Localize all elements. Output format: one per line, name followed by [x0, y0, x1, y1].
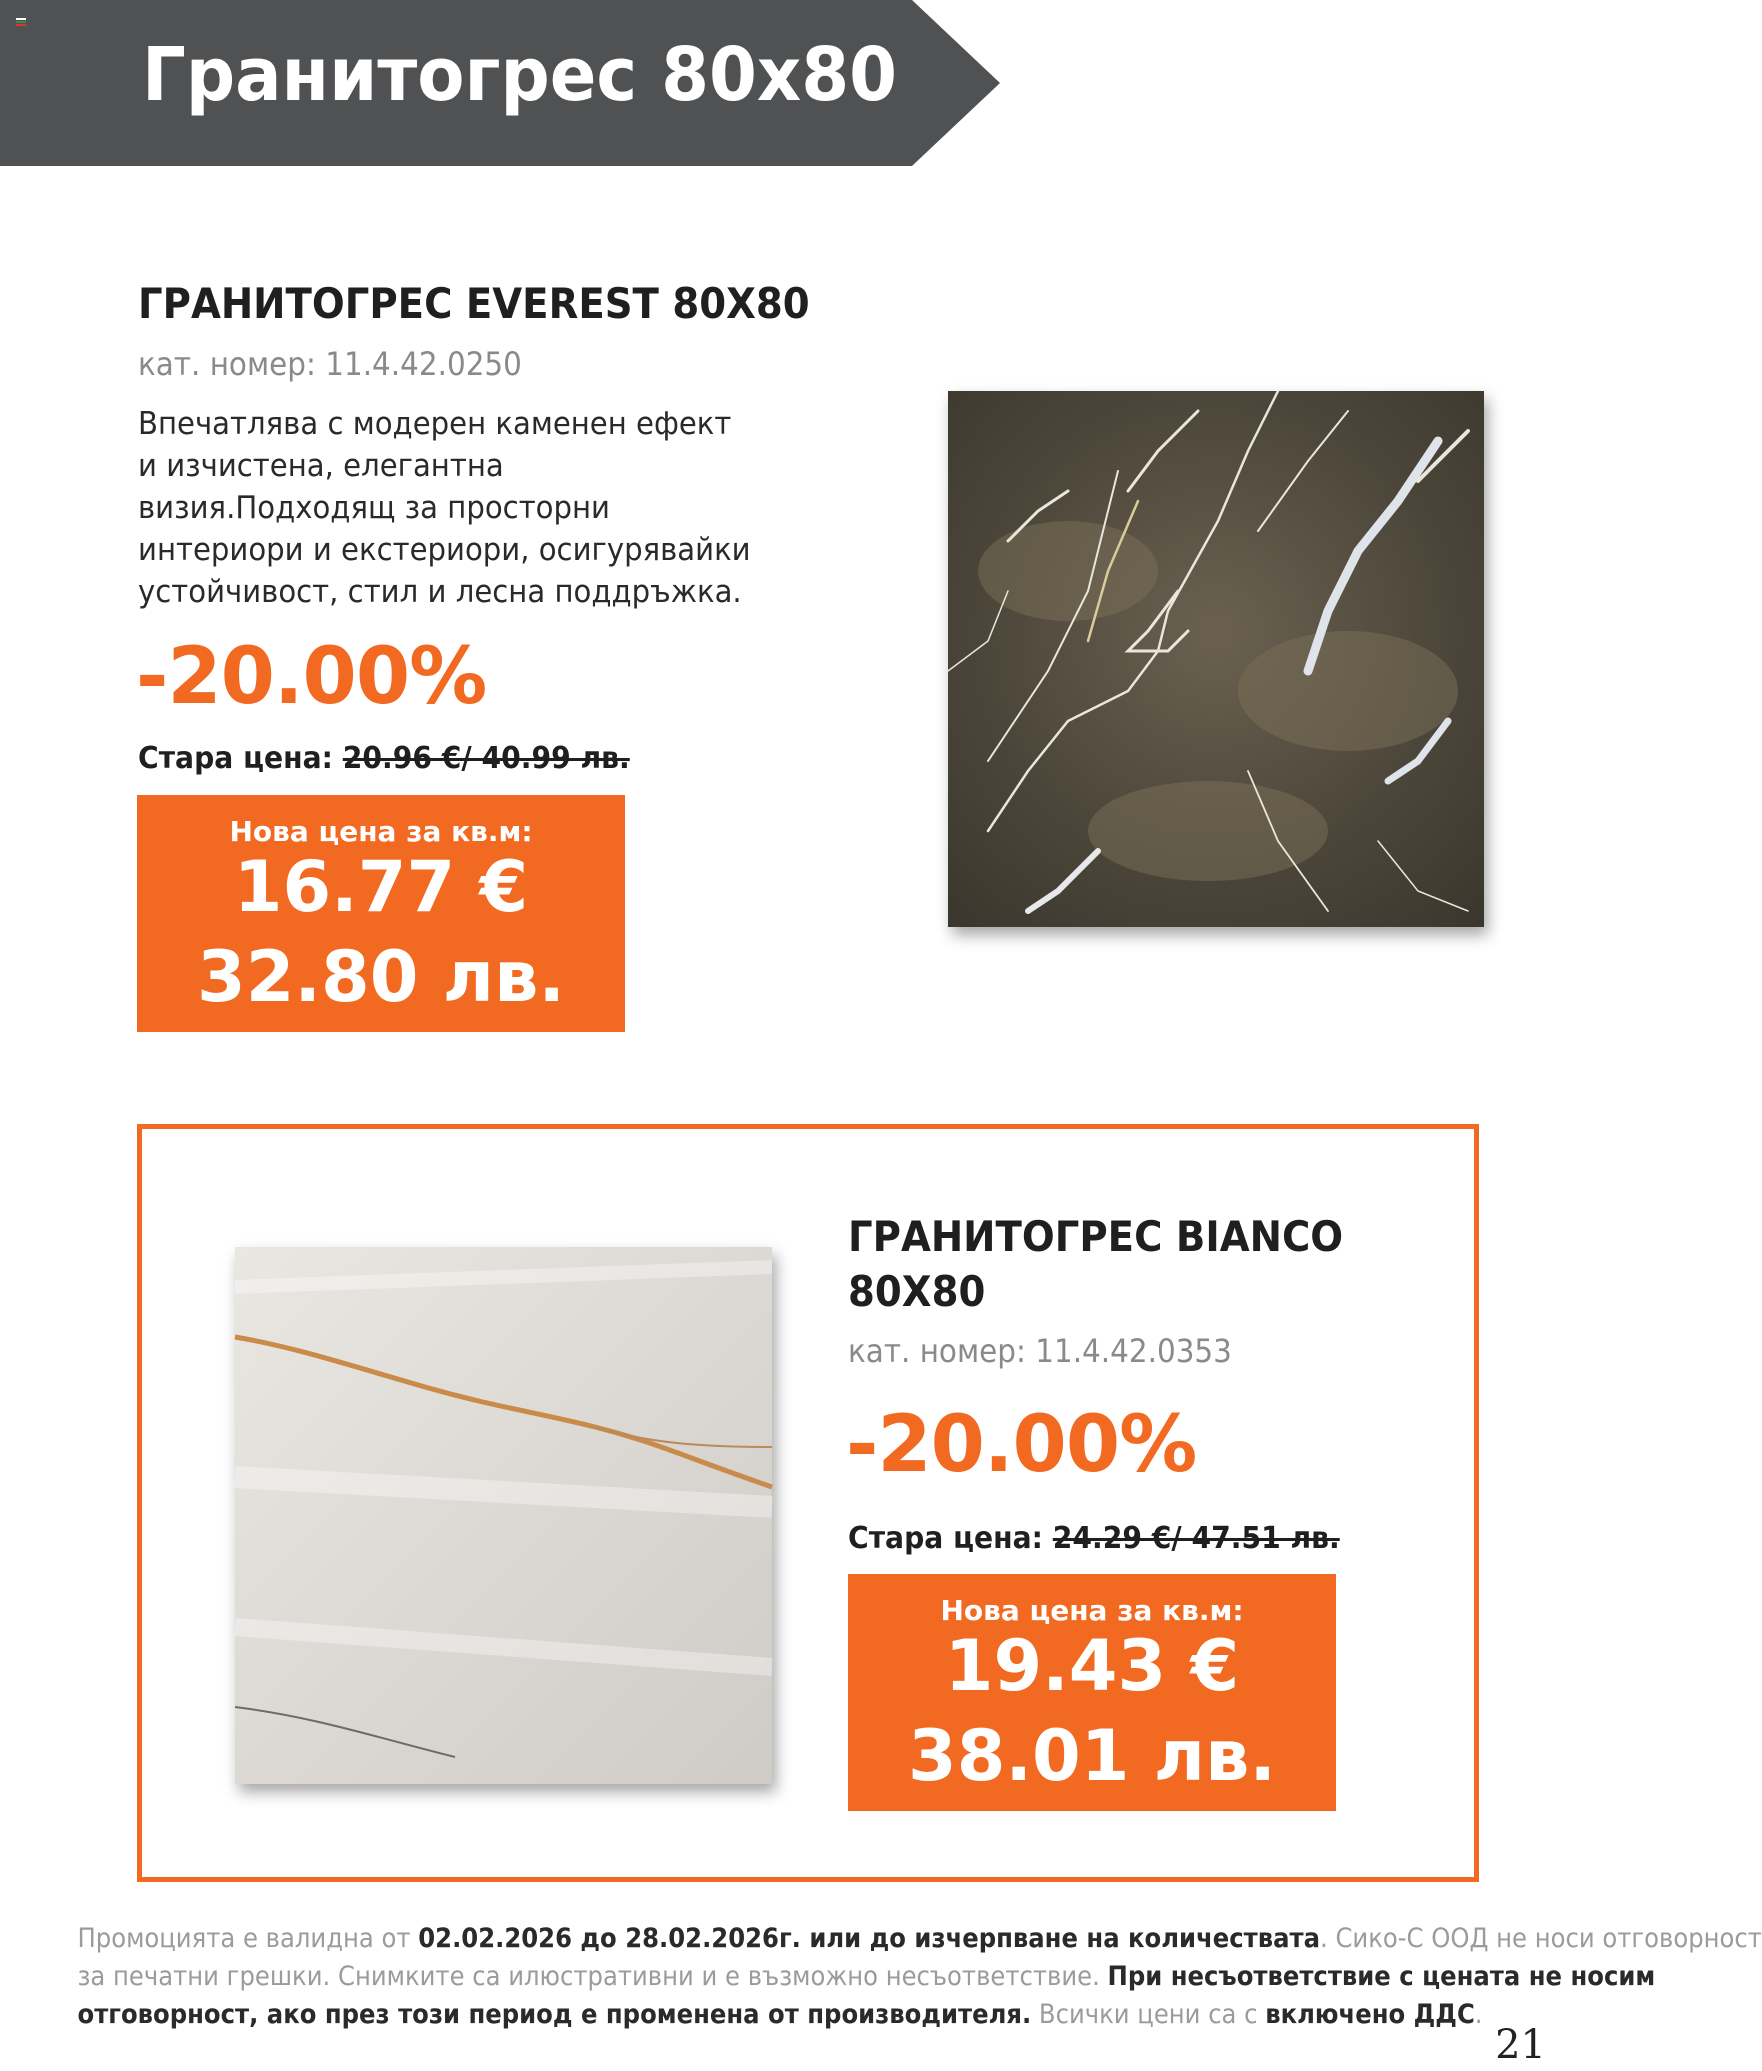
- page-title: Гранитогрес 80x80: [142, 32, 898, 118]
- disclaimer-bold: отговорност, ако през този период е променена от производителя.: [77, 1999, 1032, 2030]
- disclaimer-text: Промоцията е валидна от: [77, 1923, 419, 1954]
- page-number: 21: [1495, 2022, 1546, 2068]
- disclaimer: [0, 1920, 1762, 2034]
- flag-icon: [16, 18, 26, 24]
- product-sku: кат. номер: 11.4.42.0353: [848, 1332, 1232, 1370]
- old-price-label: Стара цена:: [848, 1521, 1043, 1556]
- old-price-value: 24.29 €/ 47.51 лв.: [1052, 1521, 1340, 1556]
- white-marble-tile-icon: [235, 1247, 772, 1784]
- product-description: Впечатлява с модерен каменен ефект и изчистена, елегантна визия.Подходящ за просторни интериори и екстериори, осигурявайки устойчивост, стил и лесна поддръжка.: [138, 406, 751, 610]
- disclaimer-text: за печатни грешки. Снимките са илюстративни и е възможно несъответствие.: [77, 1961, 1108, 1992]
- new-price-box: [137, 795, 625, 1032]
- product-title: ГРАНИТОГРЕС BIANCO: [848, 1212, 1344, 1261]
- disclaimer-text: .: [1474, 1999, 1483, 2030]
- old-price: [138, 741, 630, 776]
- new-price-eur: 16.77 €: [233, 846, 529, 928]
- disclaimer-vat: включено ДДС: [1265, 1999, 1475, 2030]
- discount-badge: -20.00%: [136, 632, 487, 722]
- new-price-bgn: 32.80 лв.: [197, 936, 565, 1018]
- disclaimer-text: Всички цени са с: [1031, 1999, 1266, 2030]
- new-price-label: Нова цена за кв.м:: [940, 1594, 1244, 1627]
- new-price-bgn: 38.01 лв.: [908, 1715, 1276, 1797]
- product-title-size: 80X80: [848, 1267, 986, 1316]
- disclaimer-bold: При несъответствие с цената не носим: [1107, 1961, 1656, 1992]
- disclaimer-dates: 02.02.2026 до 28.02.2026г. или до изчерпване на количествата: [418, 1923, 1320, 1954]
- dark-marble-tile-icon: [948, 391, 1484, 927]
- disclaimer-text: . Сико-С ООД не носи отговорност: [1319, 1923, 1762, 1954]
- old-price-label: Стара цена:: [138, 741, 333, 776]
- new-price-box: [848, 1574, 1336, 1811]
- old-price-value: 20.96 €/ 40.99 лв.: [342, 741, 630, 776]
- new-price-eur: 19.43 €: [944, 1625, 1240, 1707]
- product-sku: кат. номер: 11.4.42.0250: [138, 345, 522, 383]
- product-title: ГРАНИТОГРЕС EVEREST 80X80: [138, 279, 810, 328]
- old-price: [848, 1521, 1340, 1556]
- discount-badge: -20.00%: [846, 1400, 1197, 1490]
- new-price-label: Нова цена за кв.м:: [229, 815, 533, 848]
